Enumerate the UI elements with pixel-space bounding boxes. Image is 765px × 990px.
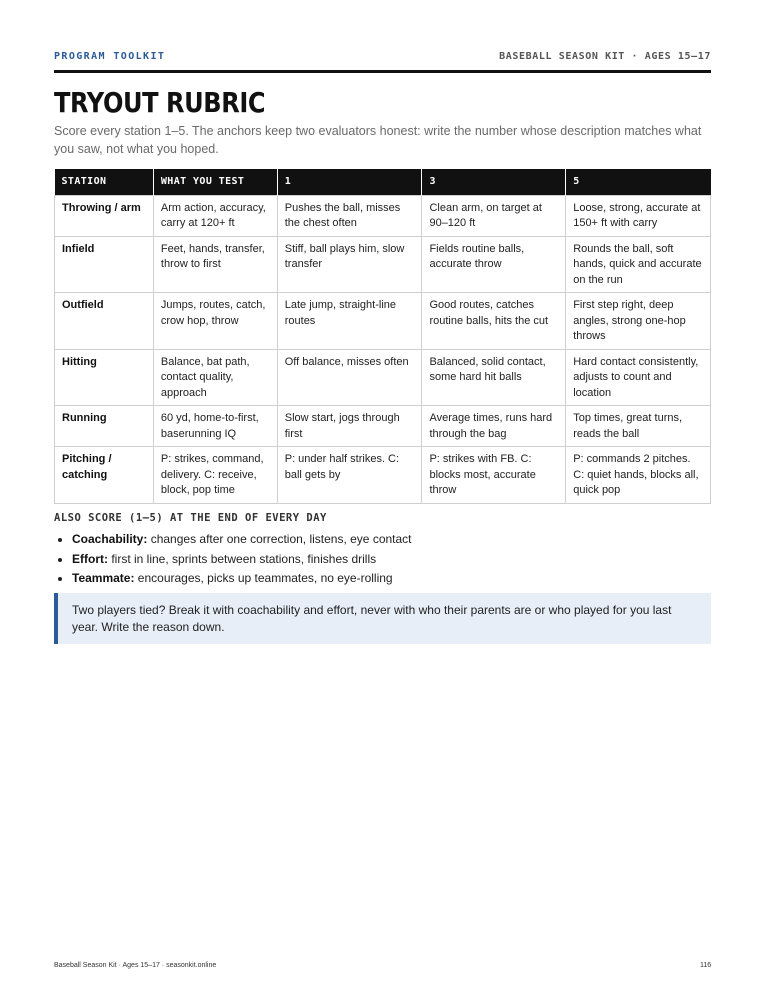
tiebreak-callout: Two players tied? Break it with coachability and effort, never with who their parents are or who played for you last year. Write the reason down.: [54, 593, 711, 644]
table-cell: Hard contact consistently, adjusts to count and location: [566, 349, 711, 406]
table-cell: Off balance, misses often: [277, 349, 422, 406]
kit-label: BASEBALL SEASON KIT · AGES 15–17: [499, 51, 711, 62]
intro-text: Score every station 1–5. The anchors keep two evaluators honest: write the number whose description matches what you saw, not what you hoped.: [54, 124, 702, 156]
list-item-text: encourages, picks up teammates, no eye-rolling: [134, 571, 393, 585]
table-cell: P: commands 2 pitches. C: quiet hands, blocks all, quick pop: [566, 447, 711, 504]
list-item-text: first in line, sprints between stations, finishes drills: [108, 551, 377, 566]
column-header: 5: [566, 169, 711, 195]
table-cell: Balance, bat path, contact quality, approach: [153, 349, 277, 406]
table-cell: Clean arm, on target at 90–120 ft: [422, 195, 566, 236]
table-cell: Rounds the ball, soft hands, quick and accurate on the run: [566, 236, 711, 293]
table-cell: P: under half strikes. C: ball gets by: [277, 447, 422, 504]
list-item-label: Teammate:: [72, 571, 135, 585]
table-cell: Feet, hands, transfer, throw to first: [153, 236, 277, 293]
list-item: [72, 530, 412, 550]
table-cell: Jumps, routes, catch, crow hop, throw: [153, 293, 277, 350]
station-cell: Outfield: [55, 293, 154, 350]
table-row: [55, 406, 711, 447]
table-row: [55, 236, 711, 293]
table-cell: P: strikes, command, delivery. C: receive, block, pop time: [153, 447, 277, 504]
list-item-text: changes after one correction, listens, eye contact: [147, 532, 412, 546]
list-item: [72, 569, 412, 589]
table-row: [55, 447, 711, 504]
station-cell: Throwing / arm: [55, 195, 154, 236]
column-header: 1: [277, 169, 422, 195]
footer-text: Baseball Season Kit · Ages 15–17 · seasonkit.online: [54, 962, 217, 969]
table-cell: 60 yd, home-to-first, baserunning IQ: [153, 406, 277, 447]
table-cell: Stiff, ball plays him, slow transfer: [277, 236, 422, 293]
table-cell: Pushes the ball, misses the chest often: [277, 195, 422, 236]
running-header: [54, 50, 711, 73]
table-row: [55, 293, 711, 350]
page-number: 116: [700, 962, 712, 969]
also-score-heading: ALSO SCORE (1–5) AT THE END OF EVERY DAY: [54, 512, 327, 524]
table-row: [55, 349, 711, 406]
table-cell: Balanced, solid contact, some hard hit balls: [422, 349, 566, 406]
table-cell: Good routes, catches routine balls, hits the cut: [422, 293, 566, 350]
column-header: 3: [422, 169, 566, 195]
station-cell: Infield: [55, 236, 154, 293]
station-cell: Hitting: [55, 349, 154, 406]
station-cell: Pitching / catching: [55, 447, 154, 504]
table-cell: Top times, great turns, reads the ball: [566, 406, 711, 447]
table-row: [55, 195, 711, 236]
table-header-row: [55, 169, 711, 195]
column-header: WHAT YOU TEST: [153, 169, 277, 195]
table-cell: P: strikes with FB. C: blocks most, accurate throw: [422, 447, 566, 504]
table-cell: Average times, runs hard through the bag: [422, 406, 566, 447]
table-cell: Late jump, straight-line routes: [277, 293, 422, 350]
section-label: PROGRAM TOOLKIT: [54, 51, 166, 62]
also-score-list: [54, 530, 412, 589]
list-item-label: Coachability:: [72, 532, 148, 546]
table-cell: Fields routine balls, accurate throw: [422, 236, 566, 293]
column-header: STATION: [55, 169, 154, 195]
list-item: [72, 550, 412, 570]
table-cell: Arm action, accuracy, carry at 120+ ft: [153, 195, 277, 236]
table-cell: First step right, deep angles, strong one-hop throws: [566, 293, 711, 350]
list-item-label: Effort:: [72, 551, 108, 566]
rubric-table: [54, 169, 711, 504]
station-cell: Running: [55, 406, 154, 447]
table-cell: Slow start, jogs through first: [277, 406, 422, 447]
table-cell: Loose, strong, accurate at 150+ ft with carry: [566, 195, 711, 236]
page-title: TRYOUT RUBRIC: [54, 86, 266, 119]
